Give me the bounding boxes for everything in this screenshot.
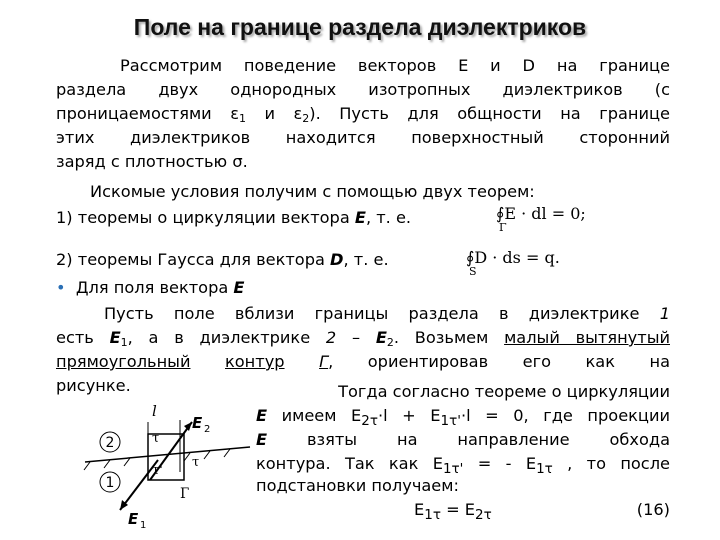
paragraph-line: прямоугольный контур Г, ориентировав его как на [56, 352, 670, 371]
paragraph-line: есть $E_1$, а в диэлектрике $2 - E_2$. Возьмем малый вытянутый [56, 328, 670, 349]
text-line-3: проницаемостями $\varepsilon_1$ и $\varepsilon_2$). Пусть для общности на границе [56, 104, 671, 125]
circulation-formula: ∮E · dl = 0; Γ [496, 204, 586, 234]
paragraph-line: Пусть поле вблизи границы раздела в диэлектрике 1 [104, 304, 670, 323]
region-1-label: 1 [105, 475, 115, 491]
bullet-item: • Для поля вектора E [56, 278, 245, 297]
text-line-1: Рассмотрим поведение векторов E и D на границе [120, 56, 670, 75]
paragraph-line: подстановки получаем: [256, 476, 459, 495]
contour-diagram [80, 392, 260, 532]
gauss-formula: ∮D · ds = q. S [466, 248, 560, 278]
e2-label: E [192, 414, 203, 432]
paragraph-line [90, 180, 704, 204]
page-title: Поле на границе раздела диэлектриков [133, 14, 587, 40]
theorem-2-line: 2) теоремы Гаусса для вектора D, т. е. [56, 250, 389, 269]
bullet-icon: • [56, 278, 66, 297]
svg-text:1: 1 [140, 520, 147, 531]
paragraph-line [56, 150, 670, 174]
tau-prime-label: τ' [152, 463, 163, 478]
equation-line: $E_{1\tau} = E_{2\tau}$ (16) [414, 500, 670, 524]
paragraph-line: Тогда согласно теореме о циркуляции [338, 382, 670, 401]
text-line-5: заряд с плотностью σ. [56, 152, 248, 171]
text-line-4: этих диэлектриков находится поверхностный сторонний [56, 128, 670, 147]
l-label: l [152, 402, 157, 420]
tau-right-label: τ [192, 455, 200, 470]
paragraph-line [56, 78, 670, 102]
paragraph-line [56, 102, 670, 126]
equation-number: (16) [636, 500, 670, 519]
paragraph-line: E имеем $E_{2\tau}\cdot l + E_{1\tau'}\cdot l = 0$, где проекции [256, 406, 670, 430]
paragraph-line [56, 54, 670, 78]
text-line-6: Искомые условия получим с помощью двух теорем: [90, 182, 535, 201]
paragraph-line [56, 126, 670, 150]
paragraph-line: рисунке. [56, 376, 131, 395]
region-2-label: 2 [105, 435, 115, 451]
text-line-2: раздела двух однородных изотропных диэлектриков (с [56, 80, 670, 99]
theorem-1-line: 1) теоремы о циркуляции вектора E, т. е. [56, 208, 412, 227]
paragraph-line: контура. Так как $E_{1\tau'}$ = - $E_{1\tau}$ , то после [256, 454, 671, 478]
svg-text:2: 2 [204, 424, 211, 435]
e1-label: E [128, 510, 139, 528]
paragraph-line: E взяты на направление обхода [256, 430, 670, 449]
tau-label: τ [152, 431, 160, 446]
gamma-label: Г [180, 486, 190, 502]
